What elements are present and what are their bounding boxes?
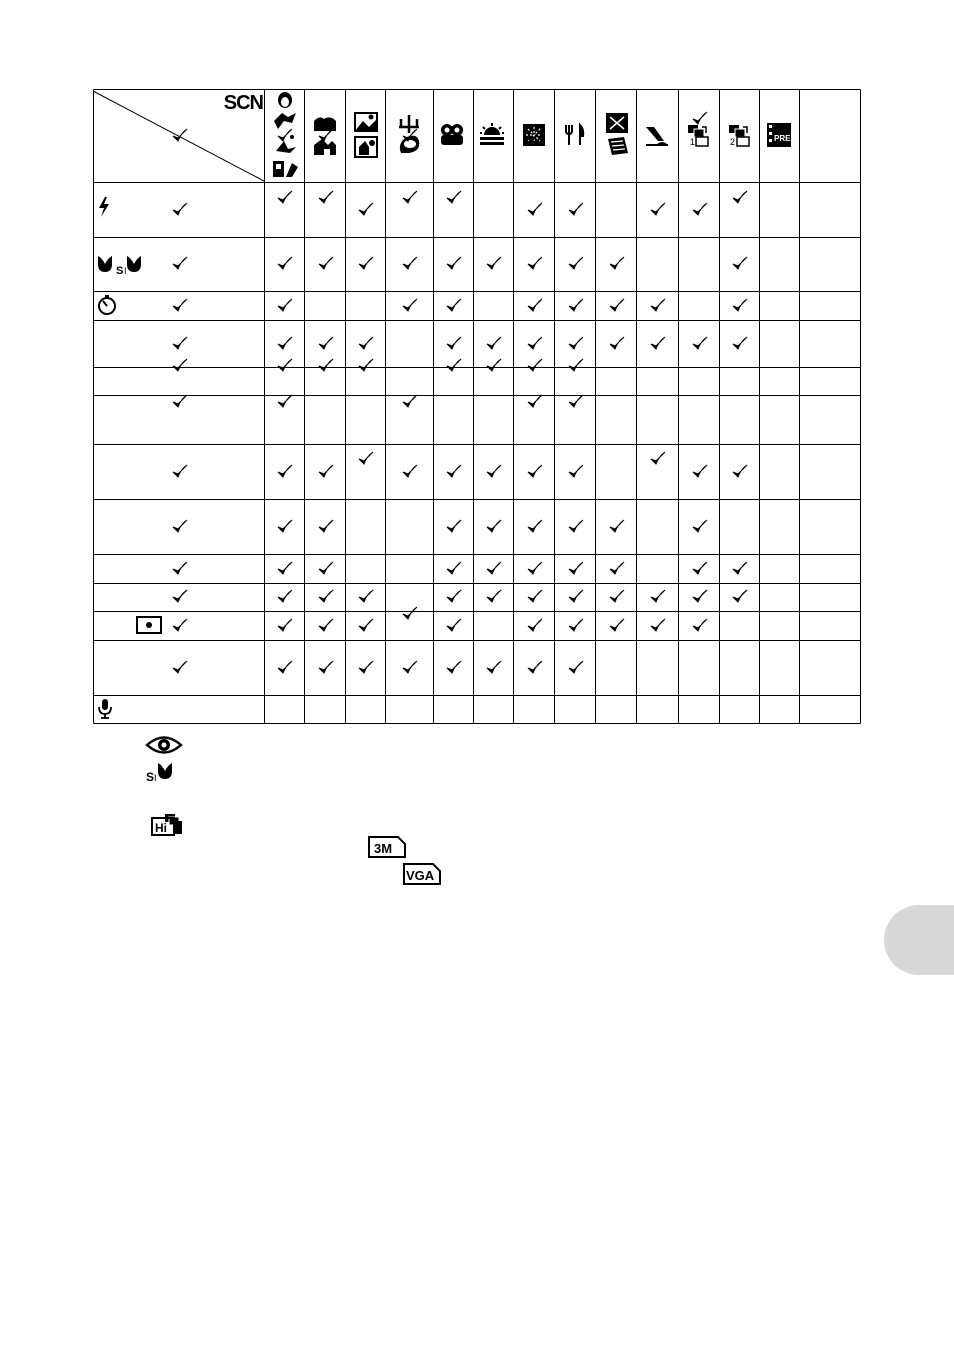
check-mark bbox=[445, 659, 463, 677]
check-mark bbox=[445, 518, 463, 536]
check-mark bbox=[171, 297, 189, 315]
check-mark bbox=[357, 201, 375, 219]
check-mark bbox=[567, 588, 585, 606]
check-mark bbox=[485, 659, 503, 677]
check-mark bbox=[276, 127, 294, 145]
check-mark bbox=[608, 255, 626, 273]
auction-icon bbox=[644, 123, 670, 147]
check-mark bbox=[526, 297, 544, 315]
check-mark bbox=[731, 335, 749, 353]
check-mark bbox=[567, 617, 585, 635]
check-mark bbox=[731, 560, 749, 578]
check-mark bbox=[649, 617, 667, 635]
check-mark bbox=[526, 560, 544, 578]
check-mark bbox=[608, 560, 626, 578]
check-mark bbox=[276, 588, 294, 606]
check-mark bbox=[171, 335, 189, 353]
check-mark bbox=[401, 297, 419, 315]
hi-label: Hi bbox=[155, 821, 167, 835]
check-mark bbox=[485, 357, 503, 375]
check-mark bbox=[401, 463, 419, 481]
svg-text:2: 2 bbox=[730, 137, 736, 147]
check-mark bbox=[171, 393, 189, 411]
check-mark bbox=[445, 560, 463, 578]
check-mark bbox=[401, 659, 419, 677]
super-macro-icon bbox=[145, 761, 175, 783]
check-mark bbox=[276, 659, 294, 677]
section-side-tab bbox=[884, 905, 954, 975]
check-mark bbox=[526, 255, 544, 273]
hi-sequential-icon bbox=[151, 812, 183, 836]
check-mark bbox=[567, 560, 585, 578]
check-mark bbox=[567, 255, 585, 273]
check-mark bbox=[649, 335, 667, 353]
check-mark bbox=[608, 588, 626, 606]
scene-feature-table bbox=[93, 89, 861, 724]
red-eye-icon bbox=[145, 734, 183, 756]
check-mark bbox=[276, 297, 294, 315]
check-mark bbox=[485, 518, 503, 536]
check-mark bbox=[171, 201, 189, 219]
check-mark bbox=[276, 255, 294, 273]
check-mark bbox=[317, 189, 335, 207]
check-mark bbox=[445, 463, 463, 481]
check-mark bbox=[485, 255, 503, 273]
check-mark bbox=[401, 255, 419, 273]
check-mark bbox=[485, 335, 503, 353]
check-mark bbox=[401, 127, 419, 145]
check-mark bbox=[526, 659, 544, 677]
svg-text:PRE: PRE bbox=[774, 134, 791, 143]
size-3m-label: 3M bbox=[374, 841, 393, 856]
check-mark bbox=[567, 297, 585, 315]
check-mark bbox=[608, 518, 626, 536]
check-mark bbox=[731, 255, 749, 273]
check-mark bbox=[357, 450, 375, 468]
check-mark bbox=[567, 357, 585, 375]
svg-text:I: I bbox=[154, 773, 157, 783]
check-mark bbox=[567, 335, 585, 353]
check-mark bbox=[357, 617, 375, 635]
check-mark bbox=[317, 518, 335, 536]
check-mark bbox=[691, 518, 709, 536]
check-mark bbox=[649, 297, 667, 315]
night-scene-icon bbox=[353, 111, 379, 159]
check-mark bbox=[357, 335, 375, 353]
check-mark bbox=[357, 659, 375, 677]
check-mark bbox=[171, 659, 189, 677]
check-mark bbox=[171, 463, 189, 481]
pre-capture-icon bbox=[766, 122, 792, 148]
check-mark bbox=[445, 255, 463, 273]
check-mark bbox=[731, 588, 749, 606]
check-mark bbox=[445, 335, 463, 353]
check-mark bbox=[445, 617, 463, 635]
check-mark bbox=[445, 297, 463, 315]
size-vga-icon bbox=[403, 863, 441, 885]
check-mark bbox=[317, 588, 335, 606]
check-mark bbox=[171, 560, 189, 578]
check-mark bbox=[445, 189, 463, 207]
check-mark bbox=[608, 335, 626, 353]
check-mark bbox=[276, 335, 294, 353]
check-mark bbox=[445, 588, 463, 606]
check-mark bbox=[526, 463, 544, 481]
scn-label: SCN bbox=[223, 92, 263, 114]
check-mark bbox=[691, 560, 709, 578]
check-mark bbox=[401, 189, 419, 207]
shoot-select-2-icon bbox=[727, 123, 753, 147]
check-mark bbox=[317, 335, 335, 353]
check-mark bbox=[567, 463, 585, 481]
size-3m-icon bbox=[368, 836, 406, 858]
check-mark bbox=[171, 357, 189, 375]
svg-text:I: I bbox=[124, 266, 127, 276]
check-mark bbox=[526, 617, 544, 635]
check-mark bbox=[731, 189, 749, 207]
check-mark bbox=[357, 357, 375, 375]
check-mark bbox=[526, 393, 544, 411]
check-mark bbox=[276, 617, 294, 635]
check-mark bbox=[357, 255, 375, 273]
check-mark bbox=[276, 189, 294, 207]
check-mark bbox=[276, 357, 294, 375]
check-mark bbox=[485, 560, 503, 578]
microphone-icon bbox=[96, 698, 114, 720]
check-mark bbox=[445, 357, 463, 375]
check-mark bbox=[731, 463, 749, 481]
check-mark bbox=[526, 357, 544, 375]
check-mark bbox=[567, 659, 585, 677]
self-portrait-icon bbox=[439, 122, 465, 146]
check-mark bbox=[567, 518, 585, 536]
check-mark bbox=[691, 463, 709, 481]
check-mark bbox=[317, 463, 335, 481]
check-mark bbox=[691, 617, 709, 635]
check-mark bbox=[526, 201, 544, 219]
svg-text:1: 1 bbox=[690, 137, 696, 147]
check-mark bbox=[485, 463, 503, 481]
check-mark bbox=[171, 588, 189, 606]
check-mark bbox=[171, 518, 189, 536]
check-mark bbox=[317, 255, 335, 273]
documents-icon bbox=[604, 111, 630, 157]
check-mark bbox=[526, 518, 544, 536]
check-mark bbox=[526, 127, 544, 145]
macro-icons bbox=[96, 254, 146, 276]
svg-text:S: S bbox=[146, 770, 155, 783]
check-mark bbox=[567, 201, 585, 219]
check-mark bbox=[317, 617, 335, 635]
check-mark bbox=[317, 659, 335, 677]
check-mark bbox=[401, 393, 419, 411]
check-mark bbox=[691, 335, 709, 353]
check-mark bbox=[608, 297, 626, 315]
check-mark bbox=[317, 357, 335, 375]
table-grid bbox=[93, 89, 861, 724]
size-vga-label: VGA bbox=[406, 868, 435, 883]
flash-icon bbox=[96, 195, 112, 219]
sunset-icon bbox=[479, 123, 505, 147]
check-mark bbox=[171, 255, 189, 273]
check-mark bbox=[731, 297, 749, 315]
check-mark bbox=[649, 450, 667, 468]
check-mark bbox=[485, 588, 503, 606]
check-mark bbox=[567, 393, 585, 411]
check-mark bbox=[276, 393, 294, 411]
check-mark bbox=[276, 560, 294, 578]
check-mark bbox=[317, 560, 335, 578]
check-mark bbox=[608, 617, 626, 635]
svg-text:S: S bbox=[116, 265, 124, 276]
self-timer-icon bbox=[96, 294, 118, 316]
check-mark bbox=[276, 518, 294, 536]
check-mark bbox=[691, 110, 709, 128]
check-mark bbox=[171, 617, 189, 635]
check-mark bbox=[649, 588, 667, 606]
check-mark bbox=[276, 463, 294, 481]
check-mark bbox=[401, 605, 419, 623]
check-mark bbox=[691, 588, 709, 606]
check-mark bbox=[317, 127, 335, 145]
check-mark bbox=[649, 201, 667, 219]
cuisine-icon bbox=[564, 123, 586, 147]
check-mark bbox=[357, 588, 375, 606]
check-mark bbox=[171, 127, 189, 145]
check-mark bbox=[526, 588, 544, 606]
check-mark bbox=[526, 335, 544, 353]
check-mark bbox=[691, 201, 709, 219]
spot-metering-icon bbox=[135, 615, 163, 635]
